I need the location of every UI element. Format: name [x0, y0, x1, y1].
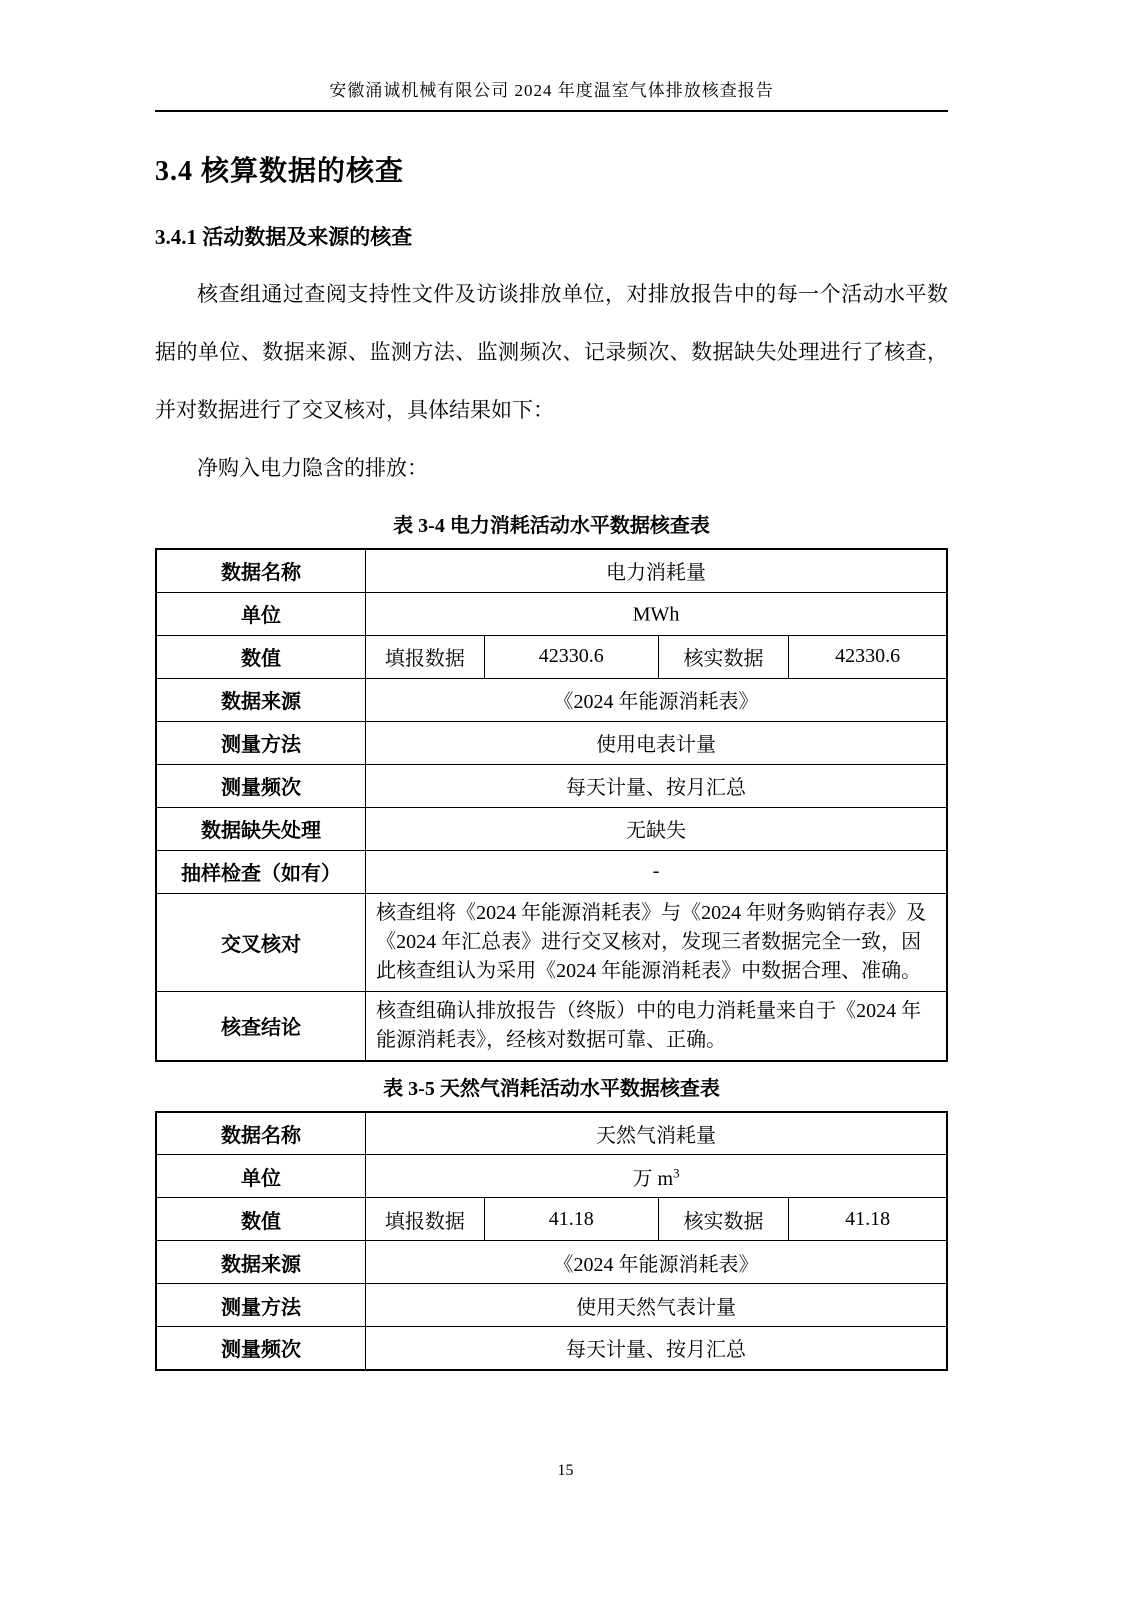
verified-data-label: 核实数据	[658, 1198, 789, 1241]
document-header-title: 安徽涌诚机械有限公司 2024 年度温室气体排放核查报告	[329, 81, 774, 100]
row-label: 单位	[156, 592, 366, 635]
reported-data-value: 42330.6	[484, 635, 658, 678]
unit-base: MWh	[632, 603, 680, 626]
row-value: 电力消耗量	[366, 549, 947, 592]
verified-data-label: 核实数据	[658, 635, 789, 678]
row-label: 核查结论	[156, 991, 366, 1061]
header-divider-rule	[155, 110, 948, 112]
row-value: 核查组将《2024 年能源消耗表》与《2024 年财务购销存表》及《2024 年汇总表》进行交叉核对，发现三者数据完全一致，因此核查组认为采用《2024 年能源消耗表》中数据合理、准确。	[366, 893, 947, 991]
table-3-4-electricity-verification	[155, 548, 948, 1062]
row-value: 使用电表计量	[366, 721, 947, 764]
row-label: 测量频次	[156, 1327, 366, 1370]
page-number: 15	[557, 1462, 574, 1479]
table-3-4-caption: 表 3-4 电力消耗活动水平数据核查表	[393, 515, 710, 537]
row-label: 测量方法	[156, 721, 366, 764]
unit-superscript: 3	[673, 1164, 680, 1180]
row-label: 数值	[156, 1198, 366, 1241]
reported-data-label: 填报数据	[366, 1198, 485, 1241]
row-label: 数据名称	[156, 549, 366, 592]
table-row-value	[156, 1198, 947, 1241]
row-value: 《2024 年能源消耗表》	[366, 1241, 947, 1284]
row-value: 每天计量、按月汇总	[366, 764, 947, 807]
table-row-source	[156, 678, 947, 721]
row-label: 测量频次	[156, 764, 366, 807]
verified-data-value: 42330.6	[789, 635, 947, 678]
table-row-data-name	[156, 549, 947, 592]
table-row-value	[156, 635, 947, 678]
row-value	[366, 592, 947, 635]
row-value: 《2024 年能源消耗表》	[366, 678, 947, 721]
row-value: 天然气消耗量	[366, 1112, 947, 1155]
row-label: 数据来源	[156, 678, 366, 721]
page-content	[155, 0, 948, 1371]
lead-in-line: 净购入电力隐含的排放：	[197, 456, 428, 480]
subsection-heading: 3.4.1 活动数据及来源的核查	[155, 225, 413, 249]
reported-data-value: 41.18	[484, 1198, 658, 1241]
row-label: 数据名称	[156, 1112, 366, 1155]
row-value: 无缺失	[366, 807, 947, 850]
reported-data-label: 填报数据	[366, 635, 485, 678]
table-row-method	[156, 1284, 947, 1327]
row-label: 测量方法	[156, 1284, 366, 1327]
table-row-source	[156, 1241, 947, 1284]
table-row-data-name	[156, 1112, 947, 1155]
table-row-cross-check	[156, 893, 947, 991]
table-3-5-natural-gas-verification	[155, 1111, 948, 1371]
table-3-5-caption: 表 3-5 天然气消耗活动水平数据核查表	[383, 1077, 720, 1100]
row-label: 单位	[156, 1155, 366, 1198]
table-row-unit	[156, 1155, 947, 1198]
table-row-sampling-check	[156, 850, 947, 893]
row-label: 数值	[156, 635, 366, 678]
verified-data-value: 41.18	[789, 1198, 947, 1241]
row-label: 数据来源	[156, 1241, 366, 1284]
table-row-missing-data	[156, 807, 947, 850]
table-row-frequency	[156, 764, 947, 807]
row-value	[366, 1155, 947, 1198]
row-label: 数据缺失处理	[156, 807, 366, 850]
row-value: 核查组确认排放报告（终版）中的电力消耗量来自于《2024 年能源消耗表》，经核对数据可靠、正确。	[366, 991, 947, 1061]
table-row-method	[156, 721, 947, 764]
section-heading: 3.4 核算数据的核查	[155, 156, 405, 187]
unit-base: 万 m	[632, 1167, 674, 1190]
row-value: 每天计量、按月汇总	[366, 1327, 947, 1370]
table-row-unit	[156, 592, 947, 635]
table-row-frequency	[156, 1327, 947, 1370]
table-row-conclusion	[156, 991, 947, 1061]
row-label: 抽样检查（如有）	[156, 850, 366, 893]
row-value: 使用天然气表计量	[366, 1284, 947, 1327]
row-label: 交叉核对	[156, 893, 366, 991]
body-paragraph: 核查组通过查阅支持性文件及访谈排放单位，对排放报告中的每一个活动水平数据的单位、数据来源、监测方法、监测频次、记录频次、数据缺失处理进行了核查，并对数据进行了交叉核对，具体结果如下：	[155, 282, 948, 422]
row-value: -	[366, 850, 947, 893]
